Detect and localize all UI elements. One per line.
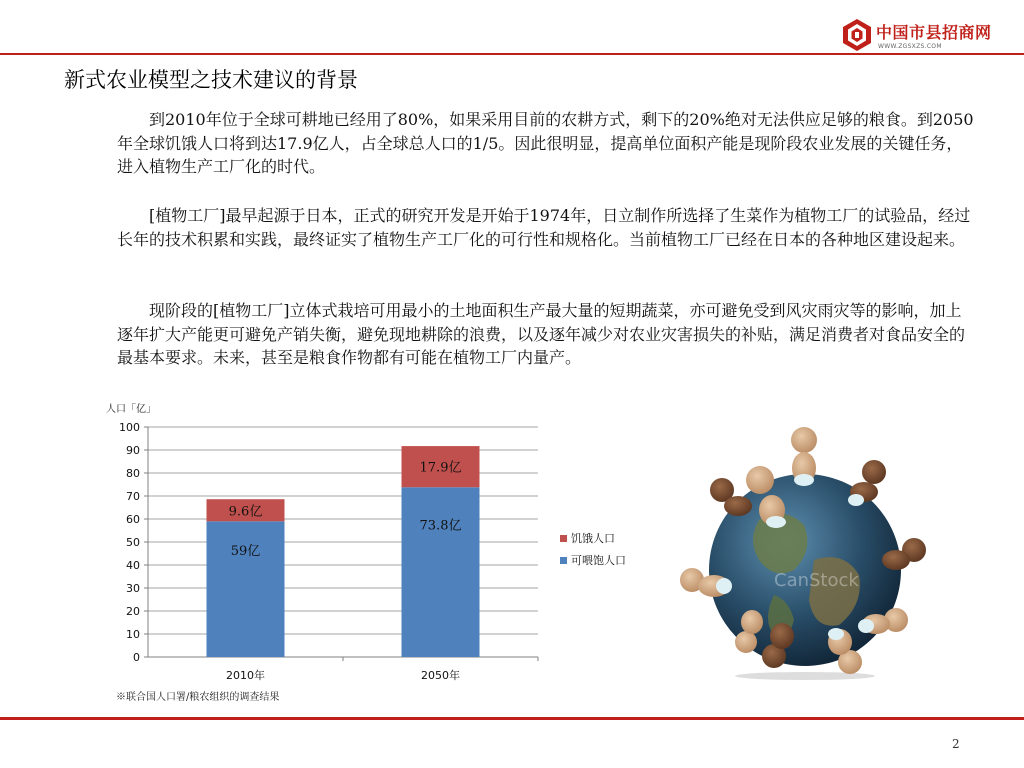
- image-watermark: CanStock: [774, 570, 859, 591]
- bar-data-label: 17.9亿: [419, 460, 462, 476]
- paragraph-plant-factory-origin: [植物工厂]最早起源于日本，正式的研究开发是开始于1974年，日立制作所选择了生菜作为植物工厂的试验品，经过长年的技术积累和实践，最终证实了植物生产工厂化的可行性和规格化。当前植物工厂已经在日本的各种地区建设起来。: [117, 206, 971, 249]
- bar-data-label: 59亿: [230, 544, 261, 560]
- bar-data-label: 9.6亿: [228, 504, 263, 520]
- globe-illustration-svg: [664, 410, 946, 682]
- legend-swatch: [560, 557, 567, 564]
- slide-title: 新式农业模型之技术建议的背景: [64, 68, 358, 92]
- population-chart: [100, 400, 660, 712]
- footer-rule: [0, 717, 1024, 720]
- baby-figure: [848, 460, 886, 506]
- y-tick-label: 60: [126, 513, 140, 526]
- page-number: 2: [952, 737, 960, 751]
- bar-fed: [207, 521, 285, 657]
- y-tick-label: 80: [126, 467, 140, 480]
- brand-name: 中国市县招商网: [876, 23, 992, 42]
- y-tick-label: 0: [133, 651, 140, 664]
- paragraph-arable-land: 到2010年位于全球可耕地已经用了80%，如果采用目前的农耕方式，剩下的20%绝对无法供应足够的粮食。到2050年全球饥饿人口将到达17.9亿人，占全球总人口的1/5。因此很明显，提高单位面积产能是现阶段农业发展的关键任务，进入植物生产工厂化的时代。: [117, 110, 974, 176]
- globe-with-babies-illustration: [664, 410, 946, 682]
- brand-logo-icon: [842, 18, 872, 52]
- legend-label: 饥饿人口: [571, 532, 615, 545]
- y-axis-label: 人口「亿」: [106, 404, 156, 415]
- y-tick-label: 50: [126, 536, 140, 549]
- y-tick-label: 40: [126, 559, 140, 572]
- brand-logo[interactable]: [842, 18, 1002, 58]
- legend-label: 可喂饱人口: [571, 554, 626, 567]
- population-chart-svg: [100, 400, 660, 712]
- y-tick-label: 90: [126, 444, 140, 457]
- x-tick-label: 2050年: [421, 669, 460, 682]
- x-tick-label: 2010年: [226, 669, 265, 682]
- brand-url: WWW.ZGSXZS.COM: [878, 43, 942, 50]
- paragraph-plant-factory-benefits: 现阶段的[植物工厂]立体式栽培可用最小的土地面积生产最大量的短期蔬菜，亦可避免受到风灾雨灾等的影响，加上逐年扩大产能更可避免产销失衡，避免现地耕除的浪费，以及逐年减少对农业灾害损失的补贴，满足消费者对食品安全的最基本要求。未来，甚至是粮食作物都有可能在植物工厂内量产。: [117, 301, 966, 367]
- y-tick-label: 30: [126, 582, 140, 595]
- y-tick-label: 100: [119, 421, 140, 434]
- y-tick-label: 70: [126, 490, 140, 503]
- y-tick-label: 20: [126, 605, 140, 618]
- baby-figure: [791, 427, 817, 486]
- y-tick-label: 10: [126, 628, 140, 641]
- source-note: ※联合国人口署/粮农组织的调查结果: [116, 692, 280, 703]
- legend-swatch: [560, 535, 567, 542]
- bar-data-label: 73.8亿: [419, 518, 462, 534]
- bar-fed: [402, 487, 480, 657]
